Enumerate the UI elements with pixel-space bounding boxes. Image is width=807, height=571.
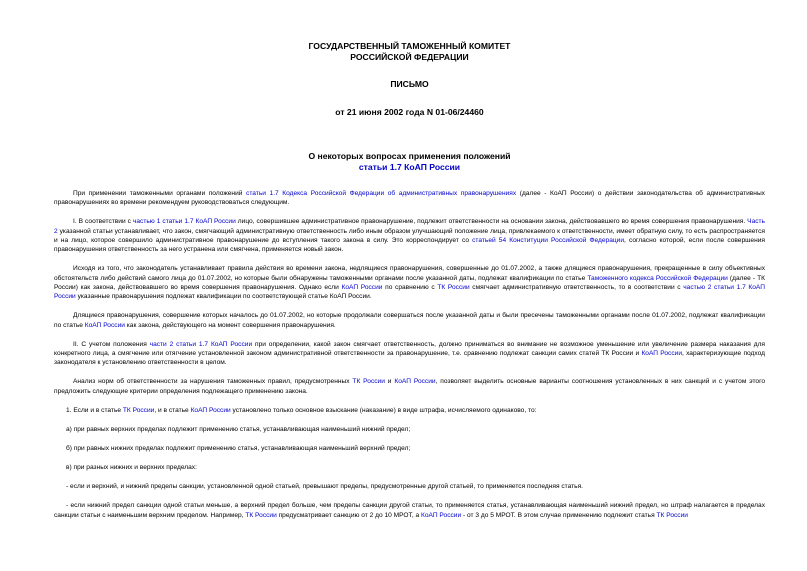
document-subject xyxy=(54,151,765,172)
paragraph-criterion-1: 1. Если и в статье ТК России, и в статье КоАП России установлено только основное взыскание (наказание) в виде штрафа, исчисляемого одинаково, то: xyxy=(66,406,537,414)
paragraph-analysis: Анализ норм об ответственности за нарушения таможенных правил, предусмотренных ТК России и КоАП России, позволяет выделить основные варианты соотношения установленных в них санкций и с учетом этого предложить следующие критерии определения подлежащего применению закона. xyxy=(54,378,766,395)
tk-link[interactable]: ТК России xyxy=(656,511,688,519)
paragraph-item-b: б) при равных нижних пределах подлежит применению статья, устанавливающая наименьший верхний предел; xyxy=(66,445,411,453)
document-type: ПИСЬМО xyxy=(390,79,429,89)
document-body xyxy=(54,189,765,520)
koap-link[interactable]: КоАП России xyxy=(394,378,436,386)
issuer-line-1: ГОСУДАРСТВЕННЫЙ ТАМОЖЕННЫЙ КОМИТЕТ xyxy=(308,41,511,51)
paragraph-qualification: Исходя из того, что законодатель устанавливает правила действия во времени закона, недлящиеся правонарушения, совершенные до 01.07.2002, а также длящиеся правонарушения, прекращенные в силу объективных обстоятельств либо действий самого лица до 01.07.2002, но которые были обнаружены таможенными органами после указанной даты, подлежат квалификации по статье Таможенного кодекса Российской Федерации (далее - ТК России) как закона, действовавшего во время совершения правонарушения. Однако если КоАП России по сравнению с ТК России смягчает административную ответственность, то в соответствии с частью 2 статьи 1.7 КоАП России указанные правонарушения подлежат квалификации по соответствующей статье КоАП России. xyxy=(54,265,766,301)
constitution-article-54-link[interactable]: статьей 54 Конституции Российской Федерации xyxy=(472,236,625,244)
paragraph-intro: При применении таможенными органами положений статьи 1.7 Кодекса Российской Федерации об административных правонарушениях (далее - КоАП России) о действии законодательства об административных правонарушениях во времени рекомендуем руководствоваться следующим. xyxy=(54,190,765,207)
subject-article-link[interactable]: статьи 1.7 КоАП России xyxy=(358,161,461,172)
paragraph-continuing-offenses: Длящиеся правонарушения, совершение которых началось до 01.07.2002, но которые продолжали совершаться после указанной даты и были пресечены таможенными органами после 01.07.2002, подлежат квалификации по статье КоАП России как закона, действующего на момент совершения правонарушения. xyxy=(54,312,765,329)
paragraph-item-c: в) при разных нижних и верхних пределах: xyxy=(66,464,197,472)
paragraph-dash-2: - если нижний предел санкции одной статьи меньше, а верхний предел больше, чем пределы санкции другой статьи, то применяется статья, устанавливающая наименьший нижний предел, но штраф налагается в пределах санкции статьи с наименьшим верхним пределом. Например, ТК России предусматривает санкцию от 2 до 10 МРОТ, а КоАП России - от 3 до 5 МРОТ. В этом случае применению подлежит статья ТК России xyxy=(54,502,765,519)
tk-link[interactable]: ТК России xyxy=(352,378,385,386)
tk-link[interactable]: ТК России xyxy=(437,283,470,291)
koap-part-2-link[interactable]: части 2 статьи 1.7 КоАП России xyxy=(149,340,253,348)
paragraph-dash-1: - если и верхний, и нижний пределы санкции, установленной одной статьей, превышают пределы, предусмотренные другой статьей, то применяется последняя статья. xyxy=(66,483,583,491)
customs-code-link[interactable]: Таможенного кодекса Российской Федерации xyxy=(587,274,728,282)
koap-article-1-7-link[interactable]: статьи 1.7 Кодекса Российской Федерации об административных правонарушениях xyxy=(246,190,517,197)
koap-part-2-link[interactable]: частью 2 статьи 1.7 КоАП России xyxy=(54,283,765,301)
document-date-number: от 21 июня 2002 года N 01-06/24460 xyxy=(335,106,484,117)
tk-link[interactable]: ТК России xyxy=(245,511,277,519)
koap-link[interactable]: КоАП России xyxy=(421,511,462,519)
koap-link[interactable]: КоАП России xyxy=(341,283,383,291)
paragraph-item-a: а) при равных верхних пределах подлежит применению статья, устанавливающая наименьший нижний предел; xyxy=(66,425,411,433)
subject-line-1: О некоторых вопросах применения положений xyxy=(308,151,511,161)
paragraph-section-2: II. С учетом положения части 2 статьи 1.7 КоАП России при определении, какой закон смягчает ответственность, должно приниматься во внимание не возможное уменьшение или увеличение размера наказания для конкретного лица, а смягчение или отягчение установленной законом административной ответственности за правонарушение, т.е. сравнению подлежат санкции самих статей ТК России и КоАП России, характеризующие подход законодателя к установлению ответственности в целом. xyxy=(54,340,765,367)
tk-link[interactable]: ТК России xyxy=(122,406,155,414)
koap-part-1-link[interactable]: частью 1 статьи 1.7 КоАП России xyxy=(132,218,236,226)
part-2-link[interactable]: Часть 2 xyxy=(54,218,765,235)
koap-link[interactable]: КоАП России xyxy=(190,406,231,414)
issuer-name xyxy=(54,0,765,62)
koap-link[interactable]: КоАП России xyxy=(641,350,682,358)
koap-link[interactable]: КоАП России xyxy=(84,321,125,329)
issuer-line-2: РОССИЙСКОЙ ФЕДЕРАЦИИ xyxy=(350,51,469,62)
paragraph-section-1: I. В соответствии с частью 1 статьи 1.7 КоАП России лицо, совершившее административное правонарушение, подлежит ответственности на основании закона, действовавшего во время совершения правонарушения. Часть 2 указанной статьи устанавливает, что закон, смягчающий административную ответственность либо иным образом улучшающий положение лица, привлекаемого к ответственности, имеет обратную силу, то есть распространяется и на лицо, которое совершило административное правонарушение до вступления такого закона в силу. Это корреспондирует со статьей 54 Конституции Российской Федерации, согласно которой, если после совершения правонарушения ответственность за него устранена или смягчена, применяется новый закон. xyxy=(54,218,765,254)
